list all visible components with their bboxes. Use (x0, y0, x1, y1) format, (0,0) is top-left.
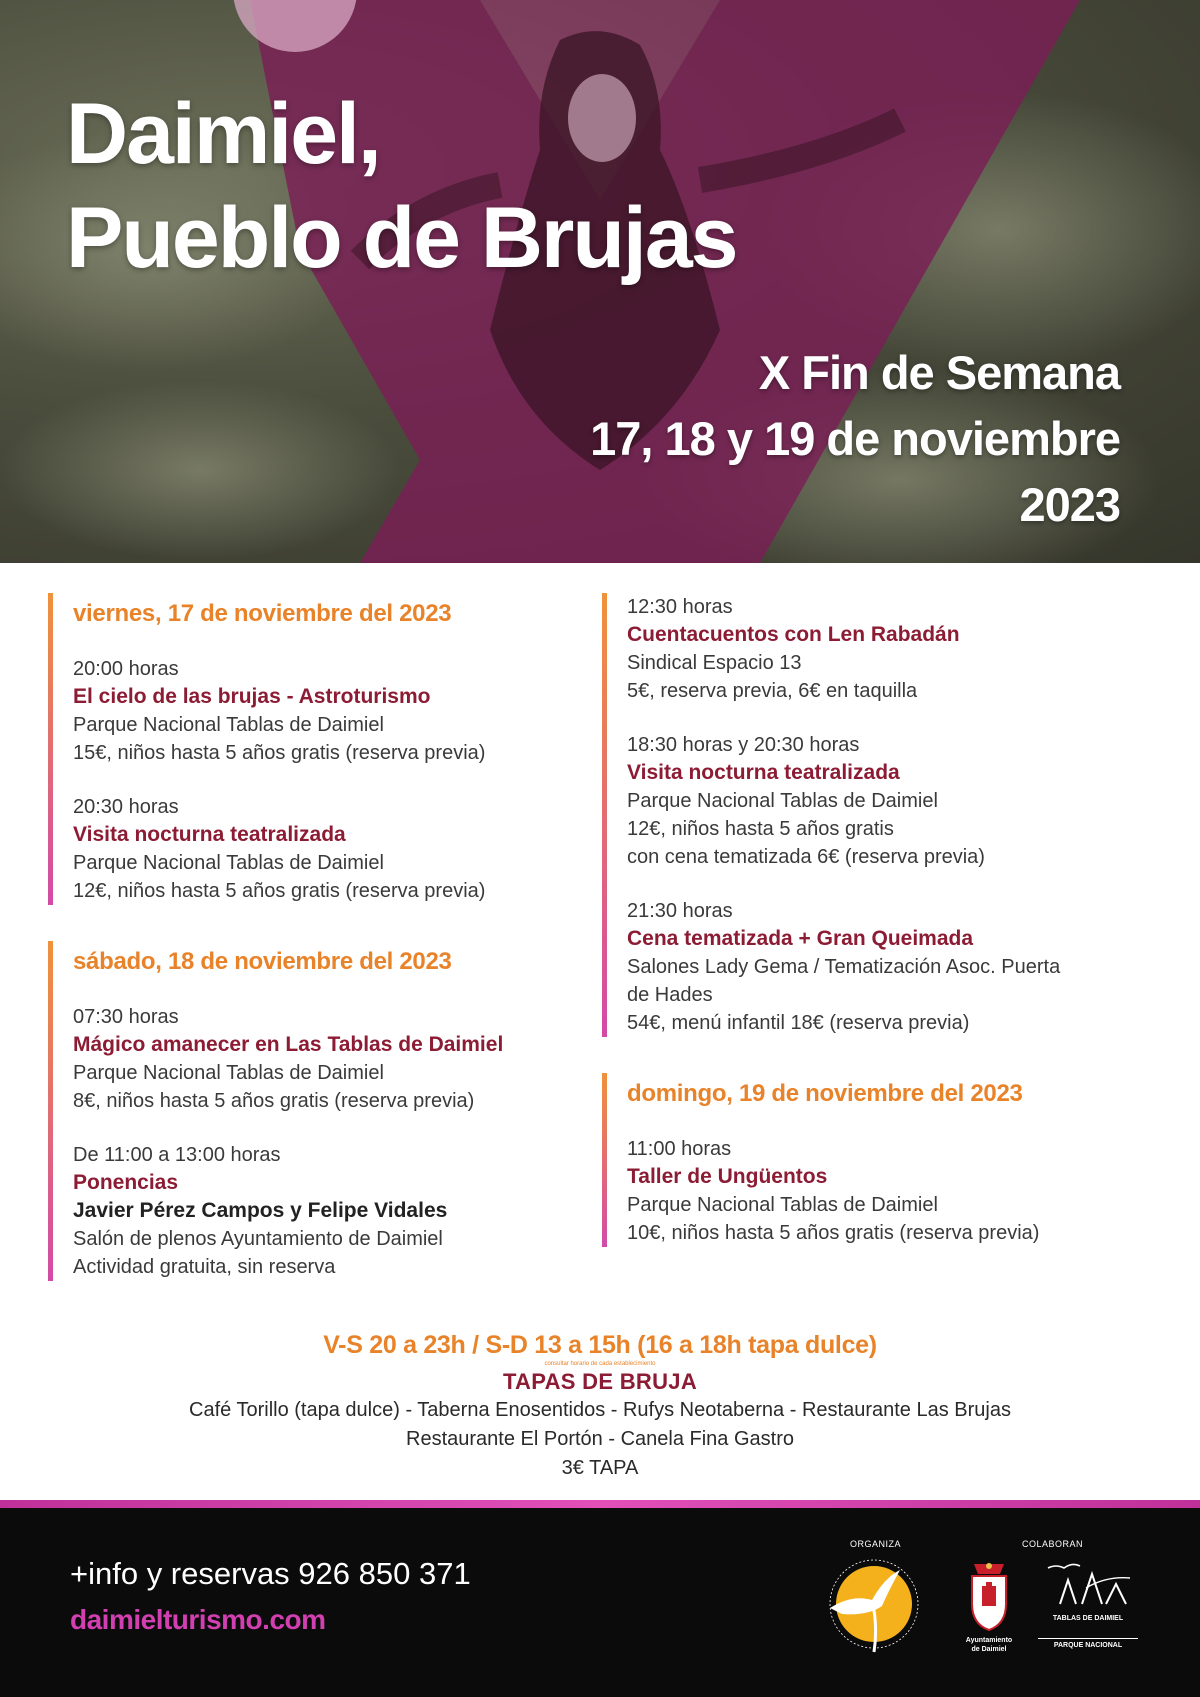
event-unguentos (627, 1135, 1162, 1247)
event-title: Cena tematizada + Gran Queimada (627, 927, 974, 950)
event-visita-sabado (627, 731, 1162, 871)
event-price: 12€, niños hasta 5 años gratis (627, 818, 894, 840)
event-title: Ponencias (73, 1171, 179, 1194)
tapas-price: 3€ TAPA (561, 1457, 639, 1479)
event-time: 11:00 horas (627, 1138, 732, 1160)
hero-title (66, 82, 737, 290)
tablas-caption-line2: PARQUE NACIONAL (1038, 1638, 1138, 1650)
tablas-caption-line1: TABLAS DE DAIMIEL (1052, 1615, 1124, 1622)
ayuntamiento-caption-line2: de Daimiel (971, 1646, 1007, 1653)
event-amanecer (73, 1003, 593, 1115)
event-queimada (627, 897, 1162, 1037)
hero-year: 2023 (1019, 478, 1120, 531)
website-link[interactable]: daimielturismo.com (70, 1604, 326, 1635)
event-price: 12€, niños hasta 5 años gratis (reserva previa) (73, 880, 486, 902)
event-price: 5€, reserva previa, 6€ en taquilla (627, 680, 918, 702)
hero-banner (0, 0, 1200, 563)
event-visita-viernes (73, 793, 593, 905)
event-ponencias (73, 1141, 593, 1281)
event-place: Parque Nacional Tablas de Daimiel (73, 852, 384, 874)
footer-divider (0, 1500, 1200, 1508)
event-speakers: Javier Pérez Campos y Felipe Vidales (73, 1199, 448, 1222)
event-price: 15€, niños hasta 5 años gratis (reserva previa) (73, 742, 486, 764)
event-title: Visita nocturna teatralizada (73, 823, 346, 846)
hero-dates: 17, 18 y 19 de noviembre (590, 412, 1120, 465)
event-price: 54€, menú infantil 18€ (reserva previa) (627, 1012, 970, 1034)
day-block-friday (48, 593, 593, 905)
footer (0, 1508, 1200, 1697)
organiza-label: ORGANIZA (850, 1539, 902, 1549)
tapas-title: TAPAS DE BRUJA (502, 1369, 698, 1394)
day-block-saturday (48, 941, 593, 1281)
day-title-friday: viernes, 17 de noviembre del 2023 (73, 600, 452, 627)
ayuntamiento-crest-icon (966, 1560, 1012, 1632)
tapas-section (0, 1330, 1200, 1483)
event-price-extra: con cena tematizada 6€ (reserva previa) (627, 846, 985, 868)
event-title: Cuentacuentos con Len Rabadán (627, 623, 960, 646)
hero-subtitle (590, 340, 1120, 538)
asociacion-turistica-logo (822, 1556, 922, 1656)
day-title-saturday: sábado, 18 de noviembre del 2023 (73, 948, 452, 975)
event-time: 12:30 horas (627, 596, 733, 618)
event-place: Parque Nacional Tablas de Daimiel (73, 1062, 384, 1084)
program-right-column (602, 593, 1162, 1247)
hero-title-line2: Pueblo de Brujas (66, 190, 737, 286)
tapas-venues-line1: Café Torillo (tapa dulce) - Taberna Enosentidos - Rufys Neotaberna - Restaurante Las Brujas (189, 1399, 1011, 1421)
event-place: Parque Nacional Tablas de Daimiel (627, 1194, 938, 1216)
colaboran-label: COLABORAN (1022, 1539, 1084, 1549)
event-place: Parque Nacional Tablas de Daimiel (627, 790, 938, 812)
ayuntamiento-caption-line1: Ayuntamiento (965, 1637, 1013, 1644)
info-phone: +info y reservas 926 850 371 (70, 1556, 471, 1591)
event-place: Salones Lady Gema / Tematización Asoc. Puerta (627, 956, 1061, 978)
event-price: 8€, niños hasta 5 años gratis (reserva previa) (73, 1090, 475, 1112)
event-title: Mágico amanecer en Las Tablas de Daimiel (73, 1033, 504, 1056)
day-block-saturday-continued (602, 593, 1162, 1037)
event-time: De 11:00 a 13:00 horas (73, 1144, 281, 1166)
hero-title-line1: Daimiel, (66, 86, 380, 182)
event-price: 10€, niños hasta 5 años gratis (reserva previa) (627, 1222, 1040, 1244)
event-time: 07:30 horas (73, 1006, 179, 1028)
event-title: El cielo de las brujas - Astroturismo (73, 685, 431, 708)
event-title: Visita nocturna teatralizada (627, 761, 900, 784)
tapas-note: consultar horario de cada establecimiento (544, 1361, 656, 1367)
day-block-sunday (602, 1073, 1162, 1247)
event-title: Taller de Ungüentos (627, 1165, 828, 1188)
event-time: 18:30 horas y 20:30 horas (627, 734, 860, 756)
hero-edition: X Fin de Semana (758, 346, 1120, 399)
program-left-column (48, 593, 593, 1281)
event-price: Actividad gratuita, sin reserva (73, 1256, 336, 1278)
event-place: Parque Nacional Tablas de Daimiel (73, 714, 384, 736)
event-cuentacuentos (627, 593, 1162, 705)
event-time: 20:00 horas (73, 658, 179, 680)
event-place-continued: de Hades (627, 984, 713, 1006)
day-title-sunday: domingo, 19 de noviembre del 2023 (627, 1080, 1023, 1107)
event-place: Sindical Espacio 13 (627, 652, 802, 674)
tapas-venues-line2: Restaurante El Portón - Canela Fina Gastro (406, 1428, 794, 1450)
event-time: 20:30 horas (73, 796, 179, 818)
event-place: Salón de plenos Ayuntamiento de Daimiel (73, 1228, 443, 1250)
ayuntamiento-caption (956, 1636, 1022, 1654)
tablas-daimiel-logo (1046, 1558, 1132, 1610)
event-astroturismo (73, 655, 593, 767)
event-time: 21:30 horas (627, 900, 733, 922)
tapas-hours: V-S 20 a 23h / S-D 13 a 15h (16 a 18h tapa dulce) (323, 1331, 877, 1359)
